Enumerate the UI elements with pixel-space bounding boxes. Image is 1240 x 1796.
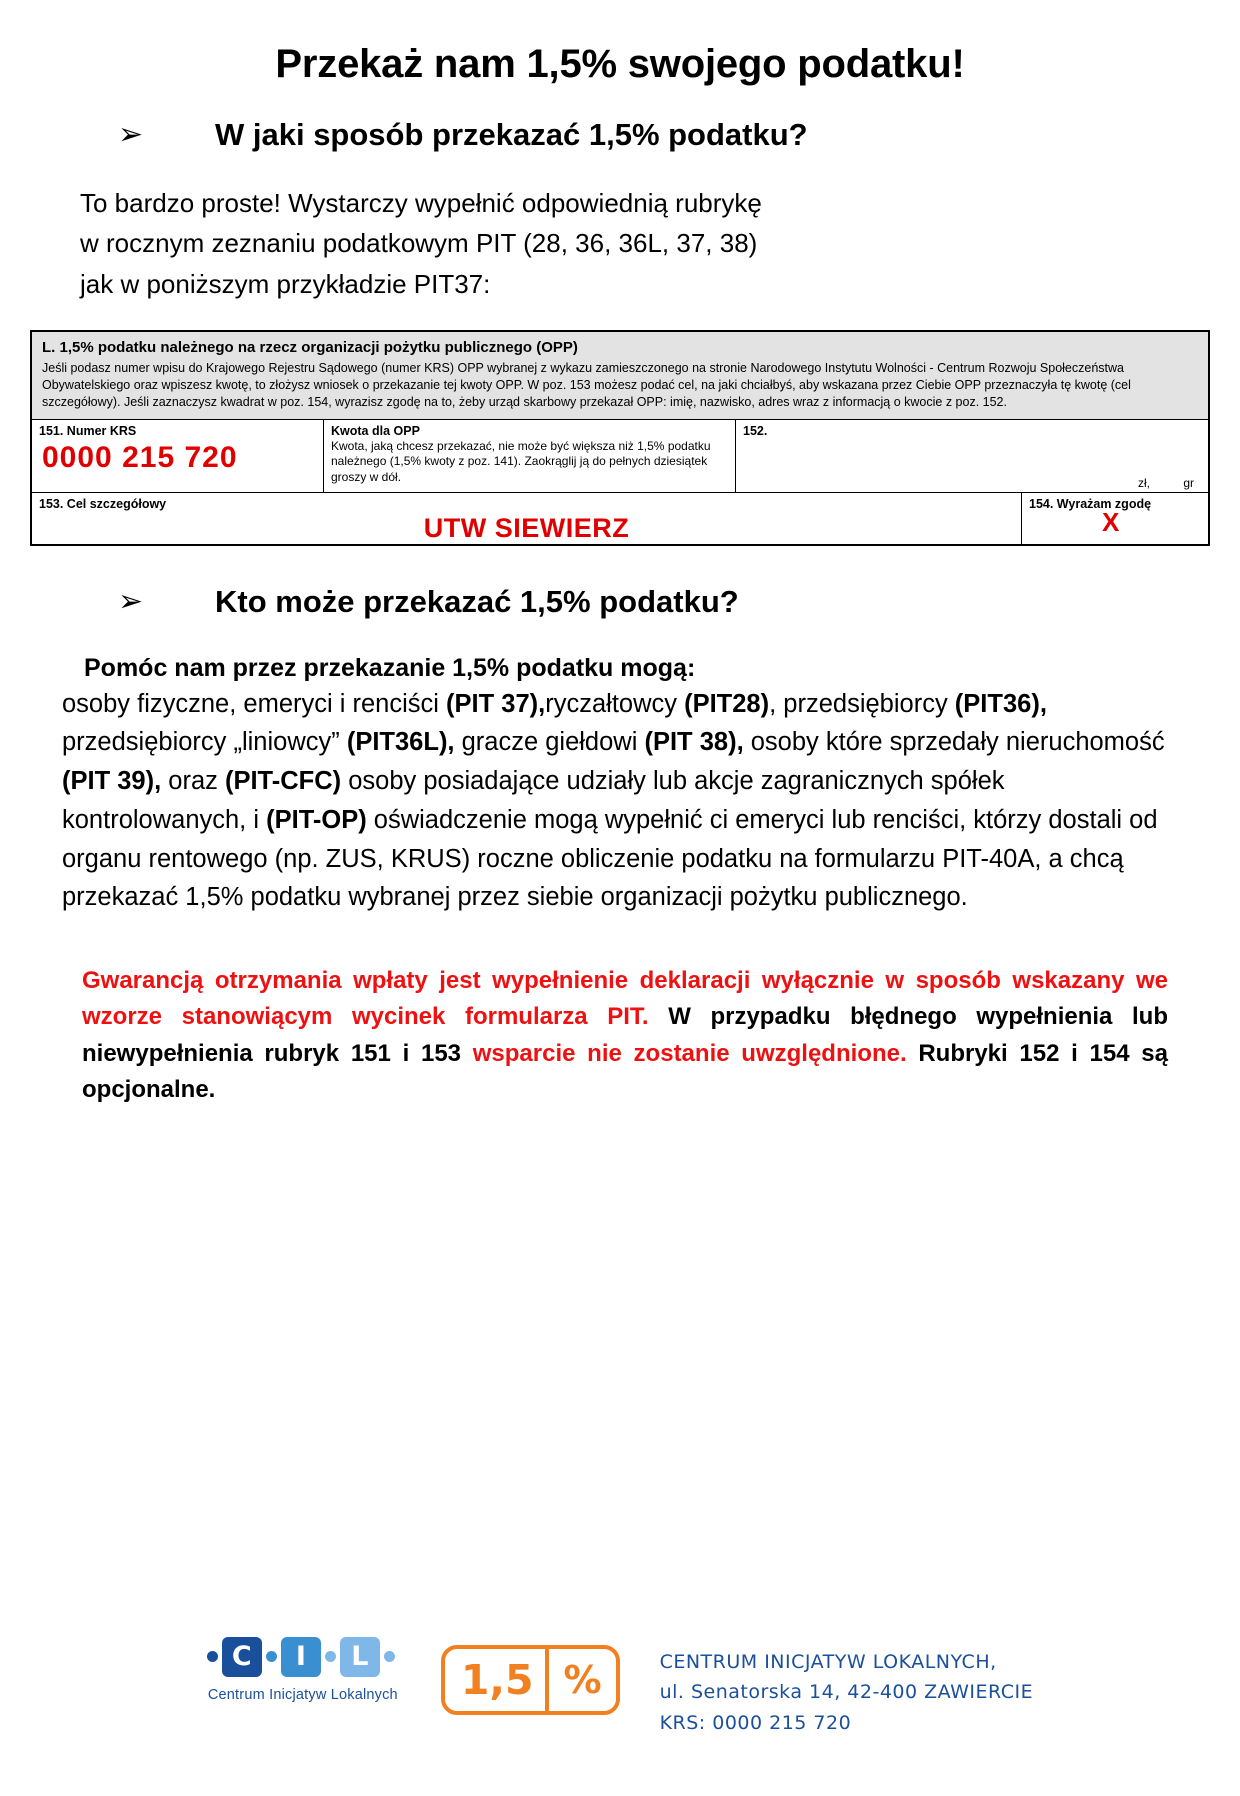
field-kwota-description: Kwota, jaką chcesz przekazać, nie może być większa niż 1,5% podatku należnego (1,5% kwoty z poz. 141). Zaokrąglij ją do pełnych dziesiątek groszy w dół. <box>331 438 711 484</box>
field-154-consent[interactable] <box>1022 493 1208 544</box>
warning-text: Gwarancją otrzymania wpłaty jest wypełnienie deklaracji wyłącznie w sposób wskazany we wzorze stanowiącym wycinek formularza PIT. W przypadku błędnego wypełnienia lub niewypełnienia rubryk 151 i 153 wsparcie nie zostanie uwzględnione. Rubryki 152 i 154 są opcjonalne. <box>82 967 1168 1104</box>
arrow-bullet-icon-2: ➢ <box>118 583 144 619</box>
how-intro-line-2: w rocznym zeznaniu podatkowym PIT (28, 36, 36L, 37, 38) <box>80 228 758 259</box>
page-title: Przekaż nam 1,5% swojego podatku! <box>275 42 965 86</box>
organization-info <box>660 1647 1034 1738</box>
section-who-title: Kto może przekazać 1,5% podatku? <box>215 583 739 619</box>
organization-krs: KRS: 0000 215 720 <box>659 1711 852 1734</box>
logo-dot-icon-4 <box>384 1651 395 1662</box>
field-153-value: UTW SIEWIERZ <box>423 512 630 543</box>
field-151-krs[interactable] <box>32 420 324 492</box>
field-kwota-opp[interactable] <box>324 420 736 492</box>
field-152-amount[interactable] <box>736 420 1208 492</box>
field-154-label: 154. Wyrażam zgodę <box>1029 496 1152 511</box>
pit-form-header <box>32 332 1208 420</box>
pit-row-upper <box>32 420 1208 493</box>
section-how-title: W jaki sposób przekazać 1,5% podatku? <box>215 117 808 152</box>
cil-logo <box>207 1637 399 1703</box>
how-intro-line-3: jak w poniższym przykładzie PIT37: <box>80 268 491 299</box>
logo-dot-icon-3 <box>325 1651 336 1662</box>
pit-section-title: L. 1,5% podatku należnego na rzecz organizacji pożytku publicznego (OPP) <box>42 338 578 356</box>
footer <box>0 1637 1240 1738</box>
who-body-text: osoby fizyczne, emeryci i renciści (PIT 37),ryczałtowcy (PIT28), przedsiębiorcy (PIT36), przedsiębiorcy „liniowcy” (PIT36L), gracze giełdowi (PIT 38), osoby które sprzedały nieruchomość (PIT 39), oraz (PIT-CFC) osoby posiadające udziały lub akcje zagranicznych spółek kontrolowanych, i (PIT-OP) oświadczenie mogą wypełnić ci emeryci lub renciści, którzy dostali od organu rentowego (np. ZUS, KRUS) roczne obliczenie podatku na formularzu PIT-40A, a chcą przekazać 1,5% podatku wybranej przez siebie organizacji pożytku publicznego. <box>62 689 1165 912</box>
unit-gr: gr <box>1183 475 1194 490</box>
logo-letter-l: L <box>340 1637 380 1677</box>
section-who-heading <box>118 584 1240 620</box>
field-151-value: 0000 215 720 <box>42 440 238 474</box>
badge-number: 1,5 <box>460 1655 534 1704</box>
section-how-heading <box>118 117 1240 153</box>
organization-address: ul. Senatorska 14, 42-400 ZAWIERCIE <box>659 1681 1034 1704</box>
how-intro-line-1: To bardzo proste! Wystarczy wypełnić odpowiednią rubrykę <box>80 188 762 218</box>
logo-letter-c: C <box>222 1637 262 1677</box>
who-intro-text: Pomóc nam przez przekazanie 1,5% podatku mogą: <box>84 653 696 682</box>
poster-page <box>0 42 1240 1796</box>
field-152-label: 152. <box>743 423 768 438</box>
pit-row-lower <box>32 493 1208 544</box>
badge-percent-icon: % <box>563 1657 602 1702</box>
field-153-purpose[interactable] <box>32 493 1022 544</box>
field-kwota-label: Kwota dla OPP <box>331 423 420 438</box>
pit-form-excerpt <box>30 330 1210 546</box>
logo-letter-i: I <box>281 1637 321 1677</box>
field-151-label: 151. Numer KRS <box>39 423 137 438</box>
field-152-units <box>1108 476 1194 490</box>
logo-dot-icon-2 <box>266 1651 277 1662</box>
how-intro-paragraph <box>80 183 1240 304</box>
badge-one-point-five-percent <box>441 1645 620 1715</box>
cil-logo-caption: Centrum Inicjatyw Lokalnych <box>207 1686 398 1703</box>
field-153-label: 153. Cel szczegółowy <box>39 496 167 511</box>
pit-section-description: Jeśli podasz numer wpisu do Krajowego Rejestru Sądowego (numer KRS) OPP wybranej z wykazu zamieszczonego na stronie Narodowego Instytutu Wolności - Centrum Rozwoju Społeczeństwa Obywatelskiego oraz wpiszesz kwotę, to złożysz wniosek o przekazanie tej kwoty OPP. W poz. 153 możesz podać cel, na jaki chciałbyś, aby wskazana przez Ciebie OPP przeznaczyła tę kwotę (cel szczegółowy). Jeśli zaznaczysz kwadrat w poz. 154, wyrazisz zgodę na to, żeby urząd skarbowy przekazał OPP: imię, nazwisko, adres wraz z informacją o kwocie z poz. 152. <box>42 360 1131 409</box>
organization-name: CENTRUM INICJATYW LOKALNYCH, <box>659 1650 997 1673</box>
cil-logo-letters <box>207 1637 399 1677</box>
arrow-bullet-icon: ➢ <box>118 117 144 152</box>
logo-dot-icon-1 <box>207 1651 218 1662</box>
field-154-checkmark: X <box>1102 506 1120 537</box>
unit-zl: zł, <box>1137 475 1150 490</box>
